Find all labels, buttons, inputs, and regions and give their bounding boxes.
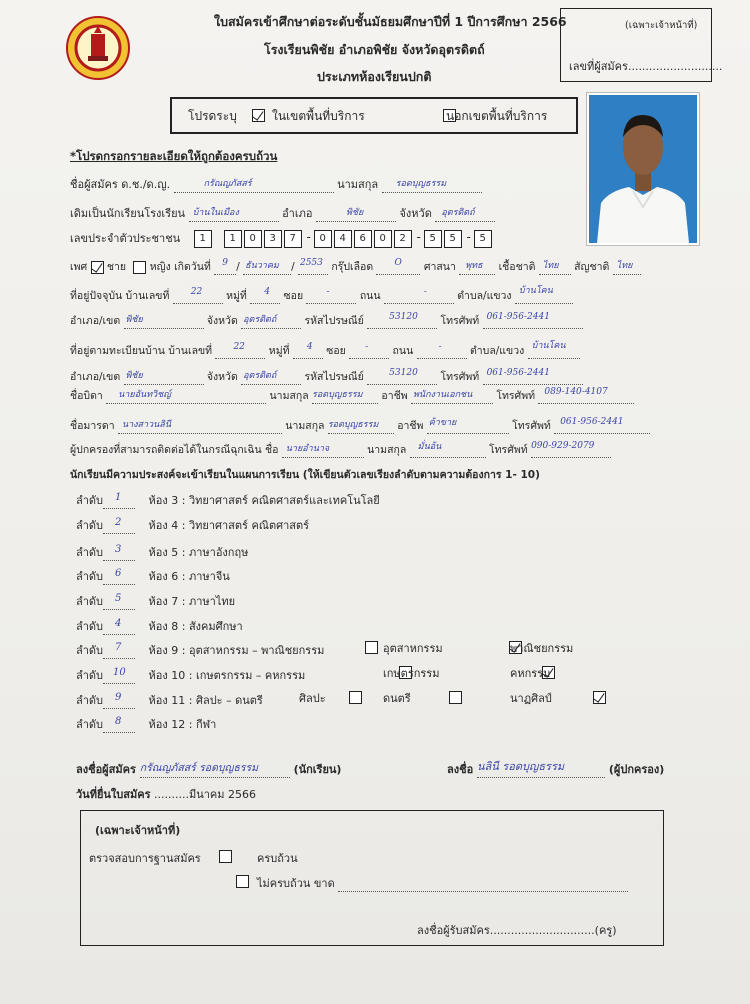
current-moo-value: 4 [264, 287, 270, 297]
pref-row [76, 567, 230, 585]
id-dash: - [466, 230, 471, 244]
current-road-value: - [423, 287, 427, 297]
mother-job-label: อาชีพ [397, 420, 424, 432]
current-address-label: ที่อยู่ปัจจุบัน บ้านเลขที่ [70, 290, 170, 302]
incomplete-row [257, 874, 628, 892]
pref-rank-field[interactable] [103, 716, 135, 733]
reg-road-label: ถนน [392, 345, 414, 357]
reg-address-label: ที่อยู่ตามทะเบียนบ้าน บ้านเลขที่ [70, 345, 213, 357]
officer-check-label: ตรวจสอบการฐานสมัคร [89, 852, 201, 865]
pref-rank-value: 5 [115, 593, 122, 604]
prev-district-field[interactable] [316, 209, 396, 222]
pref-rank-field[interactable] [103, 544, 135, 561]
pref-rank-value: 3 [115, 544, 122, 555]
zone-prefix: โปรดระบุ [188, 109, 237, 123]
id-dash: - [306, 230, 311, 244]
pref-rank-value: 6 [115, 568, 122, 579]
prev-province-label: จังหวัด [399, 207, 432, 220]
female-label: หญิง [149, 261, 171, 273]
nation-value: ไทย [616, 261, 633, 271]
mother-name-field[interactable] [118, 421, 282, 434]
prev-school-row [70, 204, 495, 222]
current-phone-value: 061-956-2441 [486, 312, 550, 322]
instruction-text: *โปรดกรอกรายละเอียดให้ถูกต้องครบถ้วน [70, 149, 278, 163]
id-digit-box[interactable]: 6 [354, 230, 372, 248]
pref-row [76, 715, 216, 733]
current-address-row-2 [70, 312, 583, 329]
race-field[interactable] [539, 262, 571, 275]
mother-row [70, 417, 650, 434]
pref-order-label: ลำดับ [76, 694, 104, 707]
reg-changwat-value: อุตรดิตถ์ [243, 371, 277, 381]
guardian-surname-value: มั่นอ้น [417, 442, 442, 452]
pref-rank-field[interactable] [103, 618, 135, 635]
pref-order-label: ลำดับ [76, 595, 104, 608]
father-job-label: อาชีพ [381, 390, 408, 402]
female-checkbox[interactable] [133, 261, 146, 274]
current-changwat-field[interactable] [241, 316, 301, 329]
reg-phone-value: 061-956-2441 [486, 368, 550, 378]
id-digit-box[interactable]: 1 [194, 230, 212, 248]
mother-surname-field[interactable] [328, 421, 394, 434]
reg-soi-field[interactable] [349, 342, 389, 359]
pref-rank-value: 2 [115, 517, 122, 528]
national-id-label: เลขประจำตัวประชาชน [70, 232, 181, 245]
zone-selection-box [170, 97, 578, 134]
race-value: ไทย [542, 261, 559, 271]
mother-phone-label: โทรศัพท์ [512, 420, 551, 432]
music-checkbox[interactable] [449, 691, 462, 704]
pref-row [76, 543, 248, 561]
current-moo-field[interactable] [250, 287, 280, 304]
pref-rank-field[interactable] [103, 517, 135, 534]
religion-value: พุทธ [465, 261, 483, 271]
dance-checkbox[interactable] [593, 691, 606, 704]
guardian-label: ผู้ปกครองที่สามารถติดต่อได้ในกรณีฉุกเฉิน ชื่อ [70, 444, 279, 456]
reg-house-value: 22 [233, 342, 245, 352]
school-logo [66, 16, 130, 80]
pref-room-label: ห้อง 7 : ภาษาไทย [148, 595, 236, 608]
id-digit-box[interactable]: 7 [284, 230, 302, 248]
surname-label: นามสกุล [337, 178, 379, 191]
submit-date-value[interactable]: ..........มีนาคม 2566 [154, 788, 257, 801]
birth-year-value: 2553 [299, 258, 323, 268]
id-digit-box[interactable]: 5 [444, 230, 462, 248]
name-value: กรัณญภัสสร์ [203, 179, 252, 189]
national-id-row [70, 229, 494, 248]
pref-order-label: ลำดับ [76, 519, 104, 532]
reg-amphoe-value: พิชัย [125, 371, 143, 381]
reg-moo-field[interactable] [293, 342, 323, 359]
mother-surname-value: รอดบุญธรรม [327, 420, 379, 430]
reg-address-row-2 [70, 368, 583, 385]
father-surname-field[interactable] [312, 391, 378, 404]
home-economics-label: คหกรรม [510, 667, 551, 680]
father-job-value: พนักงานเอกชน [412, 390, 473, 400]
pref-order-label: ลำดับ [76, 669, 104, 682]
reg-road-value: - [438, 342, 442, 352]
pref-rank-field[interactable] [103, 593, 135, 610]
father-name-field[interactable] [106, 391, 266, 404]
id-digit-box[interactable]: 0 [374, 230, 392, 248]
incomplete-label: ไม่ครบถ้วน ขาด [257, 877, 335, 890]
pref-row [76, 641, 324, 659]
blood-field[interactable] [376, 258, 420, 275]
reg-tambon-field[interactable] [528, 341, 580, 359]
current-soi-label: ซอย [283, 290, 304, 302]
current-amphoe-value: พิชัย [125, 315, 143, 325]
art-label: ศิลปะ [299, 692, 326, 705]
reg-soi-label: ซอย [326, 345, 346, 357]
complete-label: ครบถ้วน [257, 852, 298, 865]
guardian-signature-value: นลินี รอดบุญธรรม [477, 760, 565, 773]
pref-rank-field[interactable] [103, 667, 135, 684]
father-phone-field[interactable] [538, 387, 634, 404]
birth-month-value: ธันวาคม [245, 261, 279, 271]
current-tambon-value: บ้านโคน [518, 286, 553, 296]
receiver-signature[interactable]: ลงชื่อผู้รับสมัคร..............................(ครู) [417, 924, 617, 937]
father-row [70, 387, 634, 404]
guardian-row [70, 441, 611, 458]
reg-address-row [70, 342, 580, 359]
father-phone-label: โทรศัพท์ [496, 390, 536, 402]
pref-rank-value: 1 [115, 492, 122, 503]
mother-job-value: ค้าขาย [428, 418, 457, 428]
student-suffix: (นักเรียน) [293, 763, 342, 776]
blood-value: O [394, 258, 402, 268]
surname-field[interactable] [382, 180, 482, 193]
current-house-value: 22 [190, 287, 203, 297]
religion-field[interactable] [459, 262, 495, 275]
pref-rank-value: 4 [115, 618, 122, 629]
applicant-number-box [560, 8, 723, 82]
pref-rank-field[interactable] [103, 568, 135, 585]
name-field[interactable] [174, 180, 334, 193]
reg-amphoe-label: อำเภอ/เขต [70, 371, 121, 383]
reg-tambon-value: บ้านโคน [531, 341, 566, 351]
mother-label: ชื่อมารดา [70, 420, 115, 432]
father-surname-value: รอดบุญธรรม [312, 390, 363, 400]
guardian-phone-field[interactable] [531, 441, 611, 458]
mother-job-field[interactable] [427, 418, 509, 434]
reg-house-field[interactable] [215, 342, 265, 359]
sex-birth-row: เพศ ชาย หญิง เกิดวันที่ 9 / ธันวาคม / 2553 กรุ๊ปเลือด O ศาสนา พุทธ เชื้อชาติ ไทย สัญชาติ ไทย [70, 258, 641, 275]
reg-changwat-field[interactable] [241, 372, 301, 385]
mother-phone-field[interactable] [554, 417, 650, 434]
pref-rank-value: 8 [115, 716, 122, 727]
current-postal-value: 53120 [389, 312, 418, 322]
form-title: ใบสมัครเข้าศึกษาต่อระดับชั้นมัธยมศึกษาปีที่ 1 ปีการศึกษา 2566 [214, 14, 567, 29]
current-house-field[interactable] [173, 287, 223, 304]
pref-row [76, 666, 305, 684]
father-phone-value: 089-140-4107 [544, 387, 608, 397]
applicant-signature-label: ลงชื่อผู้สมัคร [76, 763, 136, 776]
class-type: ประเภทห้องเรียนปกติ [317, 69, 432, 84]
guardian-phone-label: โทรศัพท์ [489, 444, 528, 456]
industry-label: อุตสาหกรรม [383, 642, 443, 655]
art-checkbox[interactable] [349, 691, 362, 704]
prev-province-value: อุตรดิตถ์ [441, 208, 475, 218]
current-road-field[interactable] [384, 287, 454, 304]
birth-day-field[interactable] [214, 258, 236, 275]
current-amphoe-field[interactable] [124, 316, 204, 329]
pref-row [76, 592, 235, 610]
id-digit-box[interactable]: 0 [244, 230, 262, 248]
pref-room-label: ห้อง 4 : วิทยาศาสตร์ คณิตศาสตร์ [148, 519, 310, 532]
guardian-name-value: นายอำนาจ [285, 444, 330, 454]
current-amphoe-label: อำเภอ/เขต [70, 315, 121, 327]
current-changwat-label: จังหวัด [206, 315, 238, 327]
pref-rank-value: 9 [115, 692, 122, 703]
incomplete-checkbox[interactable] [236, 875, 249, 888]
zone-inside-checkbox[interactable] [252, 109, 265, 122]
pref-order-label: ลำดับ [76, 570, 104, 583]
name-row [70, 175, 482, 193]
sex-label: เพศ [70, 261, 88, 273]
pref-room-label: ห้อง 10 : เกษตรกรรม – คหกรรม [148, 669, 306, 682]
agriculture-label: เกษตรกรรม [383, 667, 440, 680]
id-digit-box[interactable]: 0 [314, 230, 332, 248]
guardian-name-field[interactable] [282, 445, 364, 458]
mother-surname-label: นามสกุล [285, 420, 325, 432]
prev-district-value: พิชัย [345, 208, 364, 218]
guardian-signature-row [447, 760, 664, 778]
prev-school-value: บ้านในเมือง [192, 208, 239, 218]
current-soi-field[interactable] [306, 287, 356, 304]
prev-district-label: อำเภอ [282, 207, 313, 220]
mother-name-value: นางสาวนลินี [121, 420, 171, 430]
birth-month-field[interactable] [243, 262, 291, 275]
religion-label: ศาสนา [423, 261, 456, 273]
school-name: โรงเรียนพิชัย อำเภอพิชัย จังหวัดอุตรดิตถ์ [264, 42, 485, 57]
pref-row [76, 617, 243, 635]
current-tambon-field[interactable] [515, 286, 573, 304]
guardian-surname-field[interactable] [410, 442, 486, 458]
reg-phone-field[interactable] [483, 368, 583, 385]
officer-only-label: (เฉพาะเจ้าหน้าที่) [625, 20, 698, 31]
father-name-value: นายอันทวิชญ์ [118, 390, 171, 400]
mother-phone-value: 061-956-2441 [560, 417, 624, 427]
current-phone-field[interactable] [483, 312, 583, 329]
prefs-heading: นักเรียนมีความประสงค์จะเข้าเรียนในแผนการเรียน (ให้เขียนตัวเลขเรียงลำดับตามความต้องการ 1- 10) [70, 469, 540, 481]
guardian-signature-field[interactable] [477, 760, 605, 778]
reg-changwat-label: จังหวัด [206, 371, 238, 383]
id-digit-box[interactable]: 5 [474, 230, 492, 248]
officer-box [80, 810, 664, 946]
submit-date-label: วันที่ยื่นใบสมัคร [76, 788, 151, 801]
guardian-signature-label: ลงชื่อ [447, 763, 474, 776]
reg-postal-label: รหัสไปรษณีย์ [304, 371, 364, 383]
pref-room-label: ห้อง 9 : อุตสาหกรรม – พาณิชยกรรม [148, 644, 325, 657]
current-phone-label: โทรศัพท์ [440, 315, 480, 327]
current-tambon-label: ตำบล/แขวง [457, 290, 512, 302]
pref-rank-field[interactable] [103, 492, 135, 509]
current-postal-label: รหัสไปรษณีย์ [304, 315, 364, 327]
id-digit-box[interactable]: 3 [264, 230, 282, 248]
current-moo-label: หมู่ที่ [226, 290, 247, 302]
reg-phone-label: โทรศัพท์ [440, 371, 480, 383]
id-digit-box[interactable]: 4 [334, 230, 352, 248]
zone-inside-label: ในเขตพื้นที่บริการ [272, 109, 365, 123]
father-surname-label: นามสกุล [269, 390, 309, 402]
pref-order-label: ลำดับ [76, 644, 104, 657]
missing-field[interactable] [338, 879, 628, 892]
zone-outside-label: นอกเขตพื้นที่บริการ [446, 109, 548, 123]
reg-amphoe-field[interactable] [124, 372, 204, 385]
birth-label: เกิดวันที่ [174, 261, 211, 273]
commerce-label: พาณิชยกรรม [510, 642, 574, 655]
id-digit-box[interactable]: 5 [424, 230, 442, 248]
name-label: ชื่อผู้สมัคร ด.ช./ด.ญ. [70, 178, 171, 191]
guardian-phone-value: 090-929-2079 [531, 441, 595, 451]
surname-value: รอดบุญธรรม [395, 179, 447, 189]
applicant-signature-field[interactable] [139, 762, 290, 778]
prev-province-field[interactable] [435, 209, 495, 222]
current-address-row [70, 287, 573, 304]
nation-label: สัญชาติ [574, 261, 610, 273]
male-checkbox[interactable] [91, 261, 104, 274]
id-digit-box[interactable]: 2 [394, 230, 412, 248]
current-changwat-value: อุตรดิตถ์ [243, 315, 277, 325]
guardian-suffix: (ผู้ปกครอง) [608, 763, 665, 776]
birth-year-field[interactable] [298, 258, 328, 275]
pref-row [76, 491, 380, 509]
id-digit-box[interactable]: 1 [224, 230, 242, 248]
id-dash: - [416, 230, 421, 244]
current-postal-field[interactable] [367, 312, 437, 329]
pref-room-label: ห้อง 5 : ภาษาอังกฤษ [148, 546, 249, 559]
industry-checkbox[interactable] [365, 641, 378, 654]
race-label: เชื้อชาติ [498, 261, 536, 273]
pref-order-label: ลำดับ [76, 620, 104, 633]
applicant-photo [586, 92, 700, 246]
applicant-signature-row [76, 760, 341, 778]
pref-rank-value: 10 [113, 667, 126, 678]
applicant-number-field[interactable]: เลขที่ผู้สมัคร........................... [569, 60, 723, 73]
pref-rank-field[interactable] [103, 642, 135, 659]
pref-room-label: ห้อง 6 : ภาษาจีน [148, 570, 230, 583]
pref-room-label: ห้อง 3 : วิทยาศาสตร์ คณิตศาสตร์และเทคโนโลยี [148, 494, 380, 507]
reg-postal-value: 53120 [389, 368, 418, 378]
complete-checkbox[interactable] [219, 850, 232, 863]
nation-field[interactable] [613, 262, 641, 275]
birth-day-value: 9 [222, 258, 228, 268]
pref-order-label: ลำดับ [76, 494, 104, 507]
reg-road-field[interactable] [417, 342, 467, 359]
pref-rank-field[interactable] [103, 692, 135, 709]
prev-school-field[interactable] [189, 209, 279, 222]
reg-soi-value: - [365, 342, 369, 352]
officer-box-title: (เฉพาะเจ้าหน้าที่) [95, 824, 181, 837]
father-job-field[interactable] [411, 391, 493, 404]
national-id-boxes[interactable] [194, 231, 494, 244]
pref-order-label: ลำดับ [76, 718, 104, 731]
dance-label: นาฏศิลป์ [510, 692, 552, 705]
pref-rank-value: 7 [115, 642, 122, 653]
reg-postal-field[interactable] [367, 368, 437, 385]
current-soi-value: - [326, 287, 330, 297]
pref-order-label: ลำดับ [76, 546, 104, 559]
reg-moo-label: หมู่ที่ [268, 345, 290, 357]
pref-room-label: ห้อง 11 : ศิลปะ – ดนตรี [148, 694, 263, 707]
male-label: ชาย [106, 261, 127, 273]
prev-school-label: เดิมเป็นนักเรียนโรงเรียน [70, 207, 186, 220]
reg-moo-value: 4 [306, 342, 313, 352]
current-road-label: ถนน [359, 290, 381, 302]
music-label: ดนตรี [383, 692, 411, 705]
reg-tambon-label: ตำบล/แขวง [469, 345, 525, 357]
pref-room-label: ห้อง 12 : กีฬา [148, 718, 217, 731]
guardian-surname-label: นามสกุล [367, 444, 407, 456]
pref-row [76, 516, 309, 534]
pref-room-label: ห้อง 8 : สังคมศึกษา [148, 620, 243, 633]
applicant-signature-value: กรัณญภัสสร์ รอดบุญธรรม [139, 762, 259, 774]
submit-date-row [76, 785, 256, 803]
blood-label: กรุ๊ปเลือด [331, 261, 374, 273]
father-label: ชื่อบิดา [70, 390, 103, 402]
pref-row [76, 691, 263, 709]
